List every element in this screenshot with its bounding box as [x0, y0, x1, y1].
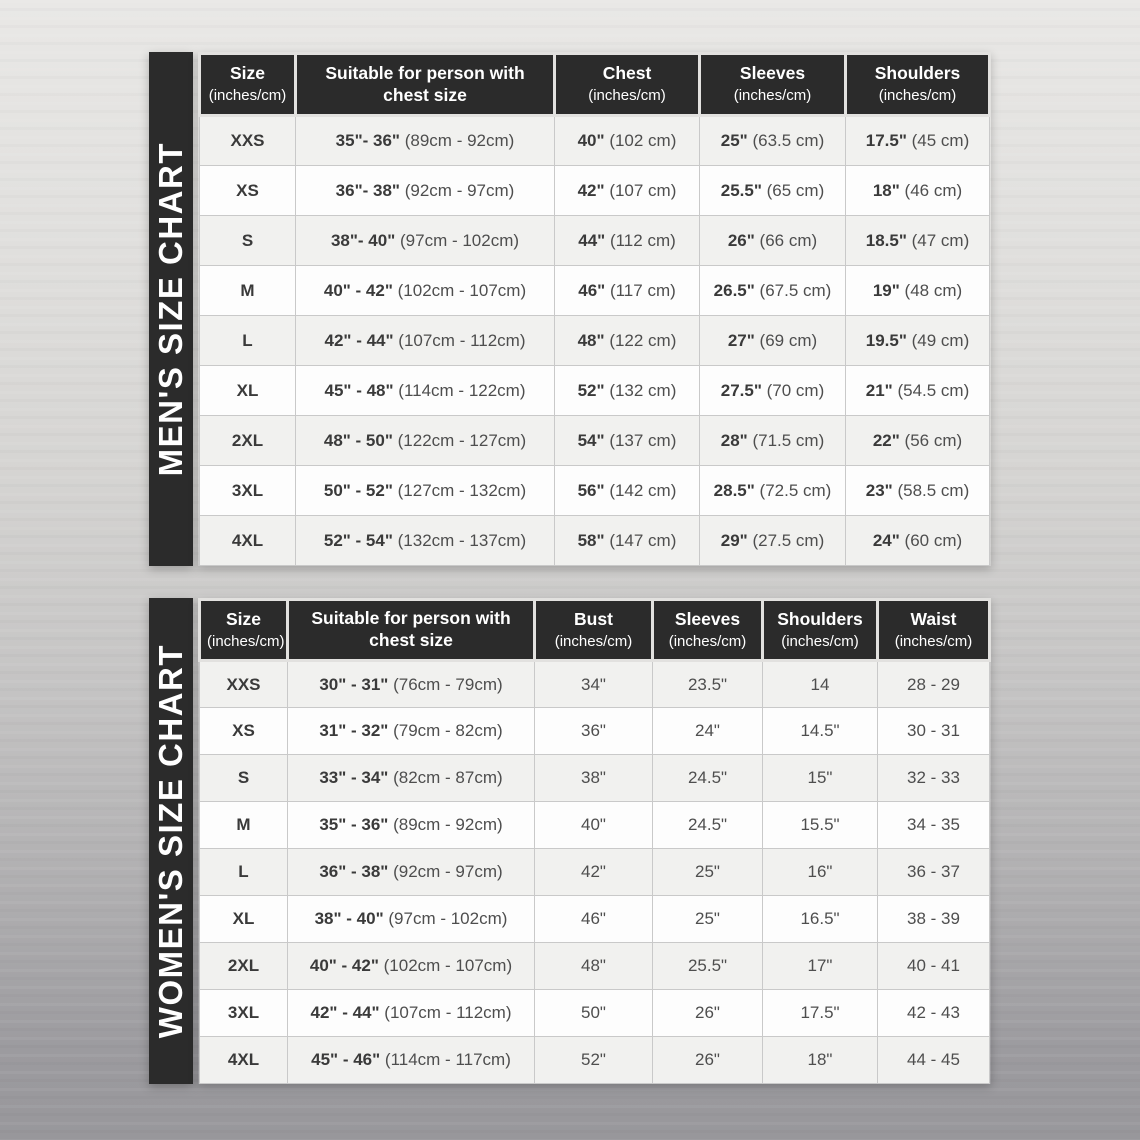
sleeves-cell: 26": [653, 1037, 763, 1084]
shoulders-cell: 14.5": [763, 708, 878, 755]
inches-value: 56": [577, 480, 605, 500]
inches-value: 40": [577, 131, 605, 150]
sleeves-cell: 24": [653, 708, 763, 755]
inches-value: 38" - 40": [314, 909, 384, 928]
womens-size-chart-section: [149, 598, 991, 1084]
suitable-cell: [296, 516, 555, 566]
mens-col-header-sleeves: [700, 54, 846, 116]
size-cell: L: [200, 316, 296, 366]
shoulders-cell: 16": [763, 849, 878, 896]
size-cell: XXS: [200, 661, 288, 708]
inches-value: 36"- 38": [335, 180, 400, 200]
inches-value: 19.5": [865, 330, 907, 350]
bust-cell: 34": [535, 661, 653, 708]
inches-value: 27.5": [720, 380, 762, 400]
suitable-cell: [296, 316, 555, 366]
inches-value: 21": [865, 380, 893, 400]
sleeves-cell: [700, 416, 846, 466]
cm-value: (47 cm): [911, 230, 970, 250]
suitable-cell: [288, 990, 535, 1037]
inches-value: 52": [577, 380, 605, 400]
chest-cell: [555, 316, 700, 366]
mens-size-chart-section: [149, 52, 991, 566]
cm-value: (137 cm): [609, 430, 677, 450]
column-title: Sleeves: [739, 63, 806, 84]
suitable-cell: [288, 896, 535, 943]
shoulders-cell: 17.5": [763, 990, 878, 1037]
table-row: [200, 896, 990, 943]
column-subtitle: (inches/cm): [733, 87, 812, 105]
shoulders-cell: [846, 166, 990, 216]
column-subtitle: (inches/cm): [207, 632, 285, 650]
sleeves-cell: 26": [653, 990, 763, 1037]
size-cell: M: [200, 266, 296, 316]
cm-value: (92cm - 97cm): [393, 862, 503, 881]
sleeves-cell: [700, 216, 846, 266]
womens-size-chart-title: WOMEN'S SIZE CHART: [152, 643, 189, 1039]
inches-value: 44": [578, 230, 606, 250]
womens-header-row: [200, 600, 990, 661]
shoulders-cell: 17": [763, 943, 878, 990]
cm-value: (132 cm): [609, 380, 677, 400]
inches-value: 26.5": [713, 280, 755, 300]
inches-value: 48" - 50": [323, 430, 393, 450]
shoulders-cell: 18": [763, 1037, 878, 1084]
size-cell: 3XL: [200, 466, 296, 516]
suitable-cell: [288, 708, 535, 755]
sleeves-cell: [700, 166, 846, 216]
waist-cell: 30 - 31: [878, 708, 990, 755]
suitable-cell: [288, 661, 535, 708]
cm-value: (107cm - 112cm): [384, 1003, 512, 1022]
column-title: Waist: [910, 608, 957, 629]
inches-value: 17.5": [865, 131, 907, 150]
inches-value: 58": [577, 530, 605, 550]
mens-col-header-chest: [555, 54, 700, 116]
cm-value: (79cm - 82cm): [393, 721, 503, 740]
cm-value: (132cm - 137cm): [397, 530, 527, 550]
column-title: Suitable for person with chest size: [311, 608, 511, 650]
suitable-cell: [288, 755, 535, 802]
suitable-cell: [296, 266, 555, 316]
inches-value: 28.5": [713, 480, 755, 500]
mens-col-header-size: [200, 54, 296, 116]
column-subtitle: (inches/cm): [208, 87, 287, 105]
table-row: [200, 216, 990, 266]
waist-cell: 36 - 37: [878, 849, 990, 896]
cm-value: (97cm - 102cm): [388, 909, 508, 928]
column-subtitle: (inches/cm): [554, 632, 633, 650]
waist-cell: 44 - 45: [878, 1037, 990, 1084]
table-row: [200, 516, 990, 566]
cm-value: (72.5 cm): [759, 480, 832, 500]
sleeves-cell: [700, 116, 846, 166]
inches-value: 42": [577, 180, 605, 200]
cm-value: (112 cm): [609, 230, 676, 250]
suitable-cell: [296, 416, 555, 466]
sleeves-cell: [700, 366, 846, 416]
column-subtitle: (inches/cm): [668, 632, 747, 650]
size-cell: XS: [200, 166, 296, 216]
shoulders-cell: 16.5": [763, 896, 878, 943]
cm-value: (147 cm): [609, 530, 677, 550]
inches-value: 42" - 44": [310, 1003, 380, 1022]
cm-value: (102cm - 107cm): [383, 956, 513, 975]
cm-value: (107 cm): [609, 180, 677, 200]
cm-value: (107cm - 112cm): [398, 330, 526, 350]
sleeves-cell: 25": [653, 896, 763, 943]
table-row: [200, 849, 990, 896]
suitable-cell: [296, 116, 555, 166]
column-title: Size: [229, 63, 266, 84]
inches-value: 45" - 48": [324, 380, 394, 400]
size-cell: L: [200, 849, 288, 896]
table-row: [200, 416, 990, 466]
bust-cell: 42": [535, 849, 653, 896]
suitable-cell: [296, 216, 555, 266]
womens-col-header-suitable: [288, 600, 535, 661]
table-row: [200, 366, 990, 416]
inches-value: 36" - 38": [319, 862, 389, 881]
size-cell: XL: [200, 896, 288, 943]
suitable-cell: [296, 466, 555, 516]
cm-value: (67.5 cm): [759, 280, 832, 300]
womens-col-header-sleeves: [653, 600, 763, 661]
cm-value: (82cm - 87cm): [393, 768, 503, 787]
womens-col-header-bust: [535, 600, 653, 661]
inches-value: 30" - 31": [319, 674, 389, 694]
bust-cell: 48": [535, 943, 653, 990]
waist-cell: 40 - 41: [878, 943, 990, 990]
table-row: [200, 466, 990, 516]
size-cell: M: [200, 802, 288, 849]
chest-cell: [555, 416, 700, 466]
waist-cell: 32 - 33: [878, 755, 990, 802]
sleeves-cell: [700, 516, 846, 566]
column-subtitle: (inches/cm): [894, 632, 973, 650]
cm-value: (117 cm): [609, 280, 676, 300]
waist-cell: 34 - 35: [878, 802, 990, 849]
suitable-cell: [288, 802, 535, 849]
table-row: [200, 266, 990, 316]
bust-cell: 36": [535, 708, 653, 755]
mens-header-row: [200, 54, 990, 116]
inches-value: 45" - 46": [311, 1050, 381, 1069]
inches-value: 29": [720, 530, 748, 550]
inches-value: 35" - 36": [319, 815, 389, 834]
shoulders-cell: [846, 466, 990, 516]
sleeves-cell: 25": [653, 849, 763, 896]
cm-value: (60 cm): [904, 530, 963, 550]
bust-cell: 52": [535, 1037, 653, 1084]
table-row: [200, 116, 990, 166]
suitable-cell: [288, 1037, 535, 1084]
table-row: [200, 708, 990, 755]
table-row: [200, 990, 990, 1037]
chest-cell: [555, 466, 700, 516]
cm-value: (102 cm): [609, 131, 677, 150]
shoulders-cell: [846, 366, 990, 416]
chest-cell: [555, 116, 700, 166]
chest-cell: [555, 516, 700, 566]
inches-value: 40" - 42": [309, 956, 379, 975]
suitable-cell: [288, 943, 535, 990]
size-cell: XS: [200, 708, 288, 755]
cm-value: (114cm - 117cm): [384, 1050, 511, 1069]
cm-value: (122cm - 127cm): [397, 430, 527, 450]
sleeves-cell: [700, 266, 846, 316]
womens-col-header-shoulders: [763, 600, 878, 661]
chest-cell: [555, 266, 700, 316]
chest-cell: [555, 166, 700, 216]
cm-value: (54.5 cm): [897, 380, 970, 400]
sleeves-cell: 23.5": [653, 661, 763, 708]
column-title: Bust: [574, 608, 613, 629]
table-row: [200, 1037, 990, 1084]
size-cell: S: [200, 755, 288, 802]
chest-cell: [555, 216, 700, 266]
inches-value: 42" - 44": [324, 330, 394, 350]
womens-size-chart-banner: [149, 598, 193, 1084]
column-title: Sleeves: [674, 608, 741, 629]
size-cell: XXS: [200, 116, 296, 166]
column-title: Size: [225, 608, 262, 629]
cm-value: (45 cm): [911, 131, 970, 150]
inches-value: 24": [872, 530, 900, 550]
column-title: Chest: [602, 63, 652, 84]
inches-value: 46": [578, 280, 606, 300]
size-cell: 2XL: [200, 416, 296, 466]
inches-value: 22": [872, 430, 900, 450]
size-cell: S: [200, 216, 296, 266]
table-row: [200, 802, 990, 849]
column-subtitle: (inches/cm): [878, 87, 957, 105]
shoulders-cell: [846, 416, 990, 466]
size-cell: XL: [200, 366, 296, 416]
chest-cell: [555, 366, 700, 416]
cm-value: (63.5 cm): [752, 131, 825, 150]
cm-value: (71.5 cm): [752, 430, 825, 450]
column-title: Shoulders: [777, 608, 863, 629]
bust-cell: 50": [535, 990, 653, 1037]
inches-value: 52" - 54": [323, 530, 393, 550]
sleeves-cell: 24.5": [653, 802, 763, 849]
inches-value: 54": [577, 430, 605, 450]
table-row: [200, 661, 990, 708]
cm-value: (89cm - 92cm): [393, 815, 503, 834]
table-row: [200, 316, 990, 366]
womens-col-header-size: [200, 600, 288, 661]
suitable-cell: [296, 166, 555, 216]
cm-value: (58.5 cm): [897, 480, 970, 500]
cm-value: (69 cm): [759, 330, 818, 350]
mens-size-chart-title: MEN'S SIZE CHART: [152, 141, 189, 477]
size-cell: 2XL: [200, 943, 288, 990]
bust-cell: 40": [535, 802, 653, 849]
cm-value: (56 cm): [904, 430, 963, 450]
table-row: [200, 943, 990, 990]
shoulders-cell: [846, 516, 990, 566]
inches-value: 33" - 34": [319, 768, 389, 787]
inches-value: 27": [727, 330, 755, 350]
cm-value: (46 cm): [904, 180, 963, 200]
mens-col-header-suitable: [296, 54, 555, 116]
inches-value: 48": [577, 330, 605, 350]
cm-value: (65 cm): [766, 180, 825, 200]
suitable-cell: [296, 366, 555, 416]
cm-value: (70 cm): [766, 380, 825, 400]
size-cell: 4XL: [200, 516, 296, 566]
inches-value: 25": [720, 131, 748, 150]
mens-col-header-shoulders: [846, 54, 990, 116]
womens-col-header-waist: [878, 600, 990, 661]
shoulders-cell: [846, 216, 990, 266]
inches-value: 18.5": [865, 230, 907, 250]
cm-value: (114cm - 122cm): [398, 380, 526, 400]
inches-value: 31" - 32": [319, 721, 389, 740]
cm-value: (49 cm): [911, 330, 970, 350]
table-row: [200, 755, 990, 802]
inches-value: 28": [720, 430, 748, 450]
inches-value: 19": [872, 280, 900, 300]
cm-value: (92cm - 97cm): [404, 180, 515, 200]
shoulders-cell: [846, 316, 990, 366]
sleeves-cell: 25.5": [653, 943, 763, 990]
inches-value: 26": [727, 230, 755, 250]
cm-value: (97cm - 102cm): [400, 230, 520, 250]
shoulders-cell: [846, 116, 990, 166]
cm-value: (66 cm): [759, 230, 818, 250]
column-subtitle: (inches/cm): [588, 87, 666, 105]
inches-value: 23": [865, 480, 893, 500]
cm-value: (142 cm): [609, 480, 677, 500]
waist-cell: 38 - 39: [878, 896, 990, 943]
inches-value: 18": [872, 180, 900, 200]
inches-value: 38"- 40": [330, 230, 396, 250]
shoulders-cell: 14: [763, 661, 878, 708]
cm-value: (102cm - 107cm): [397, 280, 527, 300]
shoulders-cell: [846, 266, 990, 316]
mens-size-chart-banner: [149, 52, 193, 566]
cm-value: (89cm - 92cm): [404, 131, 515, 150]
inches-value: 50" - 52": [323, 480, 393, 500]
shoulders-cell: 15": [763, 755, 878, 802]
inches-value: 40" - 42": [323, 280, 393, 300]
waist-cell: 28 - 29: [878, 661, 990, 708]
cm-value: (27.5 cm): [752, 530, 825, 550]
womens-size-table: [198, 598, 991, 1084]
waist-cell: 42 - 43: [878, 990, 990, 1037]
sleeves-cell: 24.5": [653, 755, 763, 802]
bust-cell: 46": [535, 896, 653, 943]
cm-value: (76cm - 79cm): [393, 674, 503, 694]
cm-value: (122 cm): [609, 330, 677, 350]
column-title: Shoulders: [874, 63, 961, 84]
bust-cell: 38": [535, 755, 653, 802]
shoulders-cell: 15.5": [763, 802, 878, 849]
cm-value: (127cm - 132cm): [397, 480, 527, 500]
column-title: Suitable for person with chest size: [325, 62, 525, 105]
cm-value: (48 cm): [904, 280, 963, 300]
size-cell: 3XL: [200, 990, 288, 1037]
table-row: [200, 166, 990, 216]
inches-value: 35"- 36": [335, 131, 400, 150]
size-cell: 4XL: [200, 1037, 288, 1084]
mens-size-table: [198, 52, 991, 566]
inches-value: 25.5": [720, 180, 762, 200]
sleeves-cell: [700, 466, 846, 516]
column-subtitle: (inches/cm): [781, 632, 859, 650]
sleeves-cell: [700, 316, 846, 366]
suitable-cell: [288, 849, 535, 896]
